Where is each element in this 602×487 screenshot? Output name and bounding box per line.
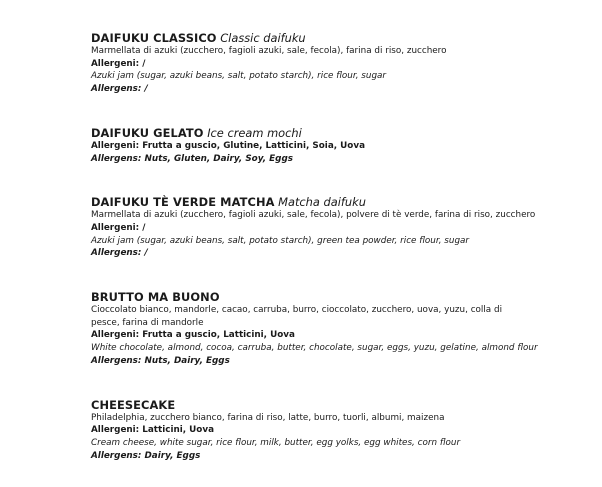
item-name: CHEESECAKE: [91, 397, 176, 412]
menu-item-daifuku-te-verde-matcha: [91, 195, 596, 260]
ingredients-english: Azuki jam (sugar, azuki beans, salt, potato starch), rice flour, sugar: [91, 71, 387, 82]
allergens-italian: Allergeni: Frutta a guscio, Glutine, Latticini, Soia, Uova: [91, 140, 366, 151]
allergens-english: Allergens: /: [91, 248, 148, 259]
allergens-english: Allergens: Nuts, Gluten, Dairy, Soy, Eggs: [91, 153, 294, 164]
ingredients-italian: Marmellata di azuki (zucchero, fagioli azuki, sale, fecola), farina di riso, zucchero: [91, 46, 447, 56]
ingredients-italian: Cioccolato bianco, mandorle, cacao, carruba, burro, cioccolato, zucchero, uova, yuzu, colla di pesce, farina di mandorle: [91, 305, 503, 328]
ingredients-italian: Philadelphia, zucchero bianco, farina di riso, latte, burro, tuorli, albumi, maizena: [91, 412, 445, 423]
item-title: [91, 195, 596, 209]
ingredients-italian: Marmellata di azuki (zucchero, fagioli azuki, sale, fecola), polvere di tè verde, farina di riso, zucchero: [91, 210, 536, 221]
allergens-italian: Allergeni: /: [91, 222, 146, 233]
item-title: [91, 290, 596, 304]
allergens-italian: Allergeni: Frutta a guscio, Latticini, Uova: [91, 330, 295, 341]
ingredients-english: White chocolate, almond, cocoa, carruba, butter, chocolate, sugar, eggs, yuzu, gelatine, almond flour: [91, 343, 538, 354]
item-title: [91, 31, 596, 45]
menu-item-cheesecake: [91, 398, 596, 463]
allergens-italian: Allergeni: Latticini, Uova: [91, 425, 215, 436]
item-name: BRUTTO MA BUONO: [91, 290, 220, 305]
item-name: DAIFUKU GELATO: [91, 125, 204, 140]
menu-item-daifuku-classico: [91, 31, 596, 96]
item-subtitle: Ice cream mochi: [207, 125, 302, 140]
item-name: DAIFUKU TÈ VERDE MATCHA: [91, 195, 275, 210]
item-subtitle: Matcha daifuku: [278, 195, 366, 210]
allergens-english: Allergens: Nuts, Dairy, Eggs: [91, 355, 230, 366]
allergens-english: Allergens: /: [91, 84, 148, 95]
ingredients-english: Cream cheese, white sugar, rice flour, milk, butter, egg yolks, egg whites, corn flour: [91, 437, 461, 448]
menu-item-brutto-ma-buono: [91, 290, 596, 368]
allergens-italian: Allergeni: /: [91, 58, 146, 69]
ingredients-english: Azuki jam (sugar, azuki beans, salt, potato starch), green tea powder, rice flour, sugar: [91, 235, 470, 246]
allergens-english: Allergens: Dairy, Eggs: [91, 450, 201, 461]
item-subtitle: Classic daifuku: [220, 31, 306, 45]
item-title: [91, 398, 596, 412]
item-name: DAIFUKU CLASSICO: [91, 31, 217, 45]
dessert-menu: [91, 31, 596, 462]
item-title: [91, 126, 596, 140]
menu-item-daifuku-gelato: [91, 126, 596, 165]
